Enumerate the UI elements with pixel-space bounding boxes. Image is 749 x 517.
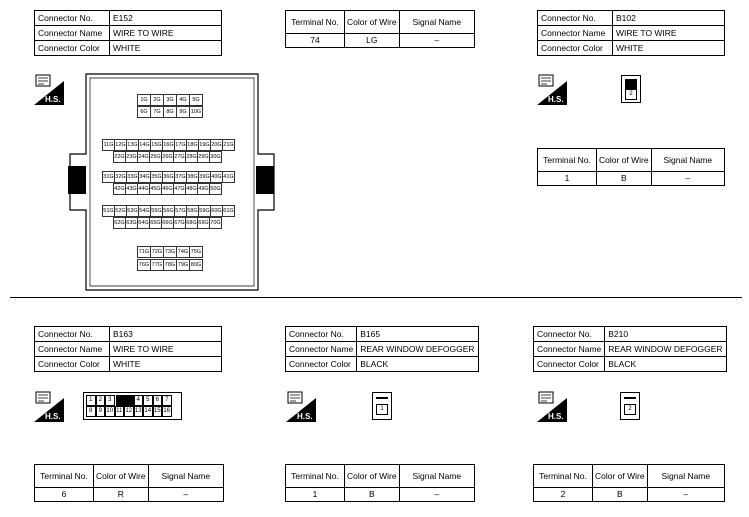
connector-color-label: Connector Color — [35, 41, 110, 56]
pin-cell: 7 — [162, 395, 172, 406]
cavity-69G: 69G — [197, 217, 210, 229]
cavity-12G: 12G — [114, 139, 127, 151]
cavity-33G: 33G — [126, 171, 139, 183]
connector-color-value: BLACK — [357, 357, 478, 372]
connector-name-value: WIRE TO WIRE — [110, 26, 222, 41]
pin-cell: 6 — [153, 395, 163, 406]
cavity-24G: 24G — [137, 151, 150, 163]
pin-cell: 10 — [105, 406, 115, 417]
connector-color-label: Connector Color — [534, 357, 605, 372]
connector-no-value: B163 — [110, 327, 222, 342]
table-row — [286, 488, 475, 502]
pin-cell: 2 — [625, 89, 637, 100]
pin-cell: 8 — [86, 406, 96, 417]
cavity-52G: 52G — [114, 205, 127, 217]
terminal-no-header: Terminal No. — [35, 465, 94, 488]
cavity-80G: 80G — [189, 259, 203, 271]
cavity-32G: 32G — [114, 171, 127, 183]
b163-terminal-table — [34, 464, 224, 502]
cavity-23G: 23G — [125, 151, 138, 163]
cavity-15G: 15G — [150, 139, 163, 151]
terminal-no-header: Terminal No. — [538, 149, 597, 172]
cavity-66G: 66G — [161, 217, 174, 229]
pin-cell: 13 — [134, 406, 144, 417]
cavity-26G: 26G — [161, 151, 174, 163]
connector-color-label: Connector Color — [286, 357, 357, 372]
cavity-53G: 53G — [126, 205, 139, 217]
connector-name-value: REAR WINDOW DEFOGGER — [357, 342, 478, 357]
cavity-9G: 9G — [176, 106, 190, 118]
connector-color-value: WHITE — [110, 41, 222, 56]
connector-color-label: Connector Color — [35, 357, 110, 372]
e152-terminal-table — [285, 10, 475, 48]
svg-text:H.S.: H.S. — [45, 412, 61, 421]
b102-terminal-table — [537, 148, 725, 186]
pin-cell: 12 — [124, 406, 134, 417]
table-row — [286, 34, 475, 48]
cavity-54G: 54G — [138, 205, 151, 217]
connector-name-label: Connector Name — [35, 26, 110, 41]
b163-connector-info — [34, 326, 222, 372]
cavity-39G: 39G — [198, 171, 211, 183]
cavity-1G: 1G — [137, 94, 151, 106]
cavity-67G: 67G — [173, 217, 186, 229]
terminal-no-header: Terminal No. — [534, 465, 593, 488]
cavity-61G: 61G — [222, 205, 235, 217]
pin-cell: 1 — [376, 404, 388, 415]
cavity-64G: 64G — [137, 217, 150, 229]
cavity-74G: 74G — [176, 246, 190, 258]
pin-key — [376, 397, 388, 399]
cavity-63G: 63G — [125, 217, 138, 229]
table-row — [538, 172, 725, 186]
signal-name-header: Signal Name — [399, 11, 474, 34]
cavity-18G: 18G — [186, 139, 199, 151]
cavity-35G: 35G — [150, 171, 163, 183]
harness-side-icon — [537, 73, 567, 105]
connector-name-label: Connector Name — [538, 26, 613, 41]
cavity-30G: 30G — [209, 151, 222, 163]
wire-color-header: Color of Wire — [593, 465, 648, 488]
signal-name-header: Signal Name — [651, 149, 724, 172]
cavity-55G: 55G — [150, 205, 163, 217]
cavity-46G: 46G — [161, 183, 174, 195]
signal-name-header: Signal Name — [399, 465, 474, 488]
b210-terminal-table — [533, 464, 725, 502]
wire-color-cell: LG — [345, 34, 400, 48]
cavity-37G: 37G — [174, 171, 187, 183]
cavity-56G: 56G — [162, 205, 175, 217]
signal-name-cell: – — [647, 488, 724, 502]
b165-connector-info — [285, 326, 479, 372]
cavity-76G: 76G — [137, 259, 151, 271]
svg-text:H.S.: H.S. — [548, 412, 564, 421]
pin-cell: 3 — [105, 395, 115, 406]
pin-key — [624, 397, 636, 399]
cavity-47G: 47G — [173, 183, 186, 195]
terminal-no-cell: 74 — [286, 34, 345, 48]
connector-color-value: WHITE — [613, 41, 725, 56]
b210-connector-info — [533, 326, 727, 372]
connector-name-value: WIRE TO WIRE — [110, 342, 222, 357]
cavity-8G: 8G — [163, 106, 177, 118]
cavity-79G: 79G — [176, 259, 190, 271]
cavity-50G: 50G — [209, 183, 222, 195]
signal-name-header: Signal Name — [148, 465, 223, 488]
connector-no-value: E152 — [110, 11, 222, 26]
cavity-49G: 49G — [197, 183, 210, 195]
signal-name-cell: – — [148, 488, 223, 502]
cavity-62G: 62G — [113, 217, 126, 229]
cavity-68G: 68G — [185, 217, 198, 229]
cavity-7G: 7G — [150, 106, 164, 118]
pin-cell: 1 — [86, 395, 96, 406]
cavity-41G: 41G — [222, 171, 235, 183]
pin-cell: 2 — [624, 404, 636, 415]
wire-color-header: Color of Wire — [597, 149, 652, 172]
cavity-45G: 45G — [149, 183, 162, 195]
cavity-65G: 65G — [149, 217, 162, 229]
wire-color-header: Color of Wire — [345, 11, 400, 34]
cavity-27G: 27G — [173, 151, 186, 163]
cavity-5G: 5G — [189, 94, 203, 106]
cavity-43G: 43G — [125, 183, 138, 195]
connector-name-label: Connector Name — [534, 342, 605, 357]
cavity-28G: 28G — [185, 151, 198, 163]
signal-name-header: Signal Name — [647, 465, 724, 488]
pin-cell: 9 — [96, 406, 106, 417]
connector-no-label: Connector No. — [35, 327, 110, 342]
cavity-44G: 44G — [137, 183, 150, 195]
cavity-22G: 22G — [113, 151, 126, 163]
cavity-71G: 71G — [137, 246, 151, 258]
cavity-17G: 17G — [174, 139, 187, 151]
terminal-no-header: Terminal No. — [286, 465, 345, 488]
b210-connector-face — [620, 392, 640, 420]
svg-text:H.S.: H.S. — [45, 95, 61, 104]
pin-cell: 11 — [115, 406, 125, 417]
connector-color-value: BLACK — [605, 357, 726, 372]
cavity-40G: 40G — [210, 171, 223, 183]
signal-name-cell: – — [651, 172, 724, 186]
cavity-51G: 51G — [102, 205, 115, 217]
connector-no-label: Connector No. — [35, 11, 110, 26]
wire-color-header: Color of Wire — [345, 465, 400, 488]
section-divider — [10, 297, 742, 298]
pin-cell: 4 — [134, 395, 144, 406]
connector-no-value: B102 — [613, 11, 725, 26]
b102-connector-info — [537, 10, 725, 56]
cavity-36G: 36G — [162, 171, 175, 183]
pin-cell: 2 — [96, 395, 106, 406]
signal-name-cell: – — [399, 488, 474, 502]
connector-name-label: Connector Name — [35, 342, 110, 357]
terminal-no-cell: 2 — [534, 488, 593, 502]
terminal-no-cell: 1 — [286, 488, 345, 502]
terminal-no-header: Terminal No. — [286, 11, 345, 34]
harness-side-icon — [34, 390, 64, 422]
b163-connector-face — [83, 392, 182, 420]
cavity-14G: 14G — [138, 139, 151, 151]
cavity-2G: 2G — [150, 94, 164, 106]
cavity-60G: 60G — [210, 205, 223, 217]
connector-name-label: Connector Name — [286, 342, 357, 357]
wire-color-cell: B — [593, 488, 648, 502]
pin-cell: 15 — [153, 406, 163, 417]
connector-no-label: Connector No. — [286, 327, 357, 342]
connector-color-label: Connector Color — [538, 41, 613, 56]
signal-name-cell: – — [399, 34, 474, 48]
cavity-58G: 58G — [186, 205, 199, 217]
connector-no-label: Connector No. — [534, 327, 605, 342]
pin-cell: 16 — [162, 406, 172, 417]
harness-side-icon — [34, 73, 64, 105]
svg-text:H.S.: H.S. — [548, 95, 564, 104]
cavity-78G: 78G — [163, 259, 177, 271]
connector-color-value: WHITE — [110, 357, 222, 372]
cavity-57G: 57G — [174, 205, 187, 217]
cavity-34G: 34G — [138, 171, 151, 183]
cavity-3G: 3G — [163, 94, 177, 106]
cavity-6G: 6G — [137, 106, 151, 118]
pin-key-blocked — [116, 395, 135, 406]
pin-cell: 14 — [143, 406, 153, 417]
cavity-48G: 48G — [185, 183, 198, 195]
harness-side-icon — [537, 390, 567, 422]
connector-no-value: B165 — [357, 327, 478, 342]
harness-side-icon — [286, 390, 316, 422]
table-row — [35, 488, 224, 502]
terminal-no-cell: 1 — [538, 172, 597, 186]
wire-color-cell: B — [597, 172, 652, 186]
cavity-59G: 59G — [198, 205, 211, 217]
b165-terminal-table — [285, 464, 475, 502]
cavity-72G: 72G — [150, 246, 164, 258]
cavity-11G: 11G — [102, 139, 115, 151]
svg-text:H.S.: H.S. — [297, 412, 313, 421]
connector-name-value: WIRE TO WIRE — [613, 26, 725, 41]
cavity-21G: 21G — [222, 139, 235, 151]
wire-color-cell: B — [345, 488, 400, 502]
wire-color-header: Color of Wire — [94, 465, 149, 488]
cavity-31G: 31G — [102, 171, 115, 183]
connector-no-label: Connector No. — [538, 11, 613, 26]
cavity-13G: 13G — [126, 139, 139, 151]
terminal-no-cell: 6 — [35, 488, 94, 502]
connector-name-value: REAR WINDOW DEFOGGER — [605, 342, 726, 357]
cavity-42G: 42G — [113, 183, 126, 195]
cavity-19G: 19G — [198, 139, 211, 151]
b165-connector-face — [372, 392, 392, 420]
cavity-70G: 70G — [209, 217, 222, 229]
cavity-25G: 25G — [149, 151, 162, 163]
e152-connector-info — [34, 10, 222, 56]
cavity-4G: 4G — [176, 94, 190, 106]
cavity-75G: 75G — [189, 246, 203, 258]
table-row — [534, 488, 725, 502]
wire-color-cell: R — [94, 488, 149, 502]
pin-cell: 1 — [625, 79, 637, 89]
connector-no-value: B210 — [605, 327, 726, 342]
cavity-20G: 20G — [210, 139, 223, 151]
cavity-38G: 38G — [186, 171, 199, 183]
cavity-10G: 10G — [189, 106, 203, 118]
pin-cell: 5 — [143, 395, 153, 406]
cavity-29G: 29G — [197, 151, 210, 163]
b102-connector-face — [621, 75, 641, 103]
cavity-16G: 16G — [162, 139, 175, 151]
cavity-73G: 73G — [163, 246, 177, 258]
cavity-77G: 77G — [150, 259, 164, 271]
